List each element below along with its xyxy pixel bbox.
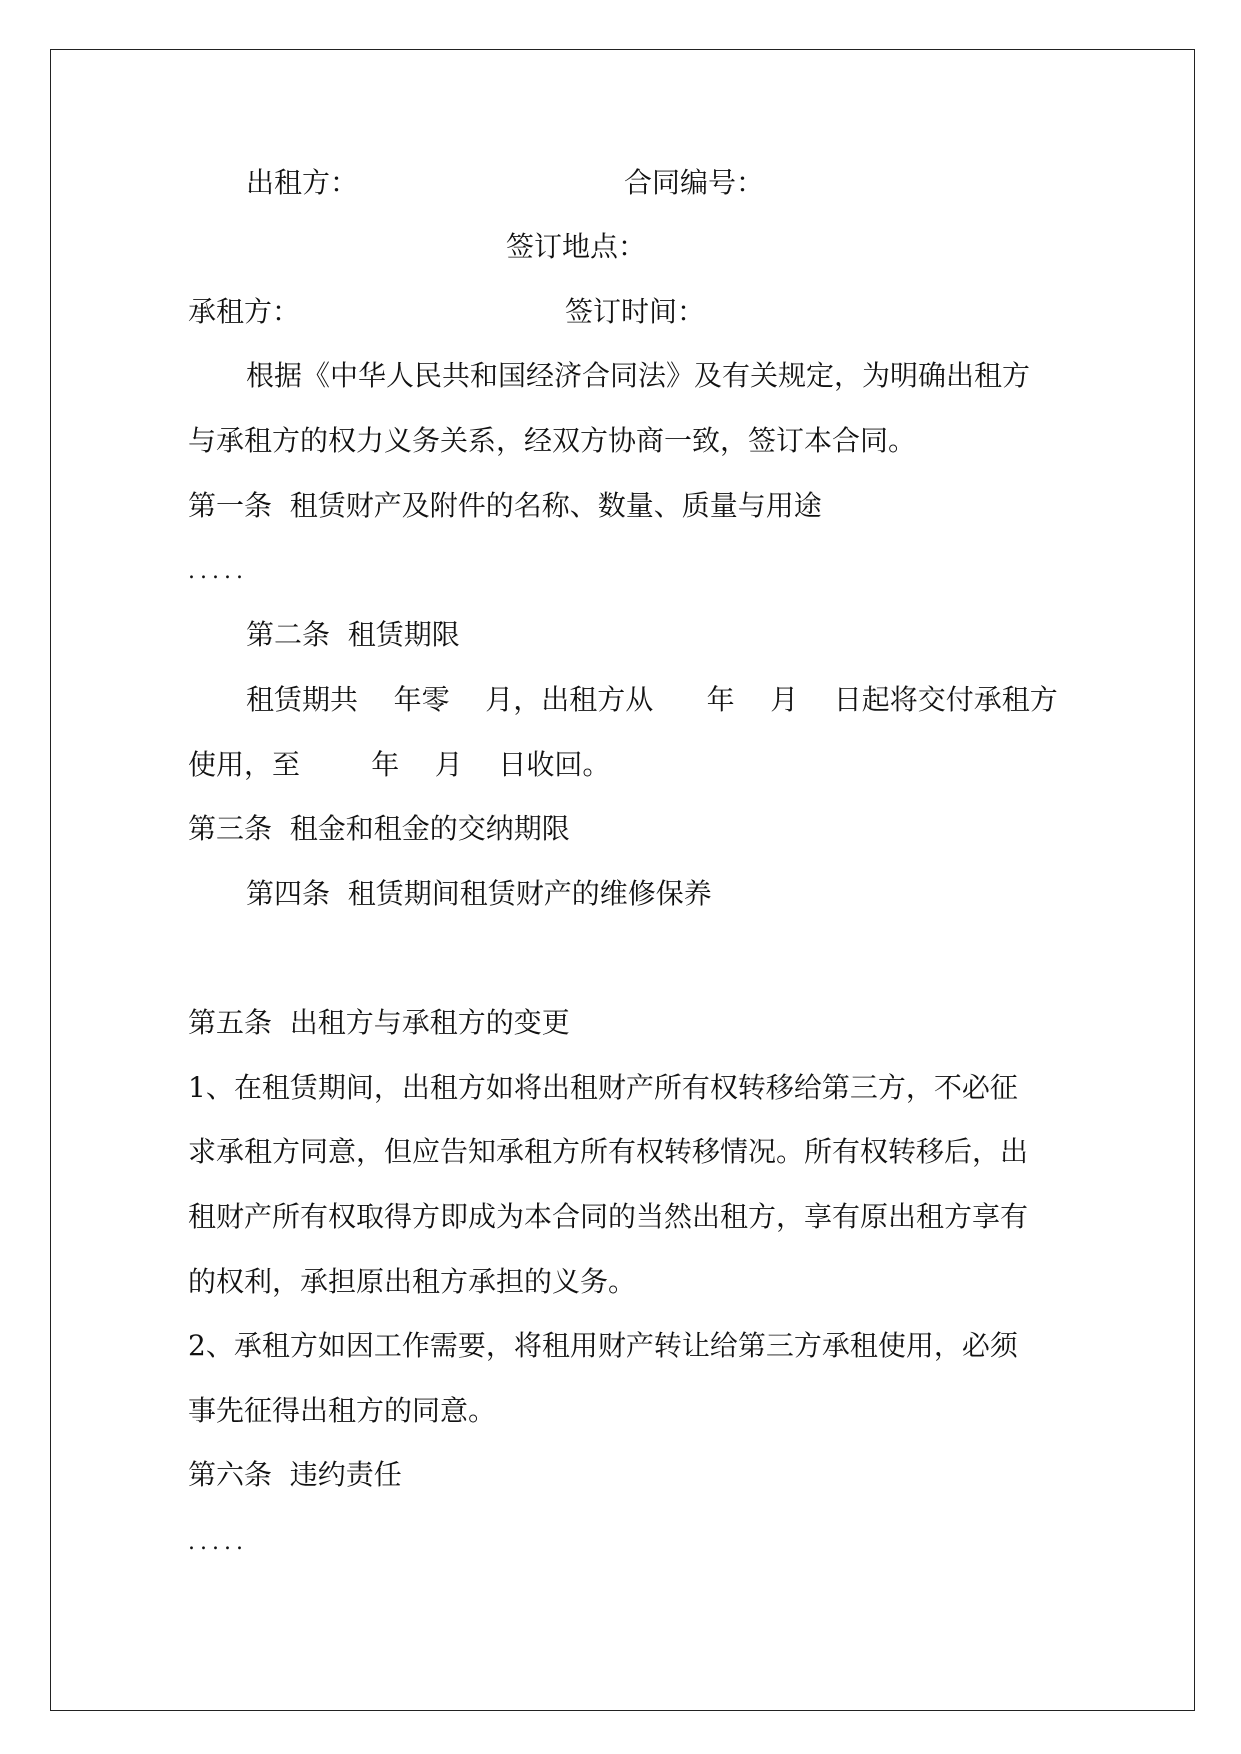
lessor-label: 出租方： — [246, 166, 359, 199]
article-2-line-1: 租赁期共 年零 月，出租方从 年 月 日起将交付承租方 — [246, 683, 1058, 716]
intro-line-2: 与承租方的权力义务关系，经双方协商一致，签订本合同。 — [188, 424, 917, 457]
intro-line-1: 根据《中华人民共和国经济合同法》及有关规定，为明确出租方 — [246, 359, 1031, 392]
article-5-para-1-line-4: 的权利，承担原出租方承担的义务。 — [188, 1265, 637, 1298]
article-5-title: 第五条 出租方与承租方的变更 — [188, 1006, 570, 1039]
article-5-para-1-line-1: 1、在租赁期间，出租方如将出租财产所有权转移给第三方，不必征 — [188, 1071, 1018, 1104]
article-5-para-2-line-2: 事先征得出租方的同意。 — [188, 1394, 497, 1427]
lessee-label: 承租方： — [188, 295, 301, 328]
article-6-ellipsis: ..... — [188, 1530, 248, 1555]
article-1-title: 第一条 租赁财产及附件的名称、数量、质量与用途 — [188, 489, 822, 522]
article-5-para-2-line-1: 2、承租方如因工作需要，将租用财产转让给第三方承租使用，必须 — [188, 1329, 1018, 1362]
article-6-title: 第六条 违约责任 — [188, 1458, 402, 1491]
article-1-ellipsis: ..... — [188, 559, 248, 584]
article-3-title: 第三条 租金和租金的交纳期限 — [188, 812, 570, 845]
contract-number-label: 合同编号： — [624, 166, 765, 199]
article-5-para-1-line-2: 求承租方同意，但应告知承租方所有权转移情况。所有权转移后，出 — [188, 1135, 1029, 1168]
article-2-title: 第二条 租赁期限 — [246, 618, 460, 651]
signing-place-label: 签订地点： — [506, 230, 647, 263]
article-5-para-1-line-3: 租财产所有权取得方即成为本合同的当然出租方，享有原出租方享有 — [188, 1200, 1029, 1233]
signing-time-label: 签订时间： — [565, 295, 706, 328]
article-2-line-2: 使用，至 年 月 日收回。 — [188, 748, 611, 781]
article-4-title: 第四条 租赁期间租赁财产的维修保养 — [246, 877, 712, 910]
